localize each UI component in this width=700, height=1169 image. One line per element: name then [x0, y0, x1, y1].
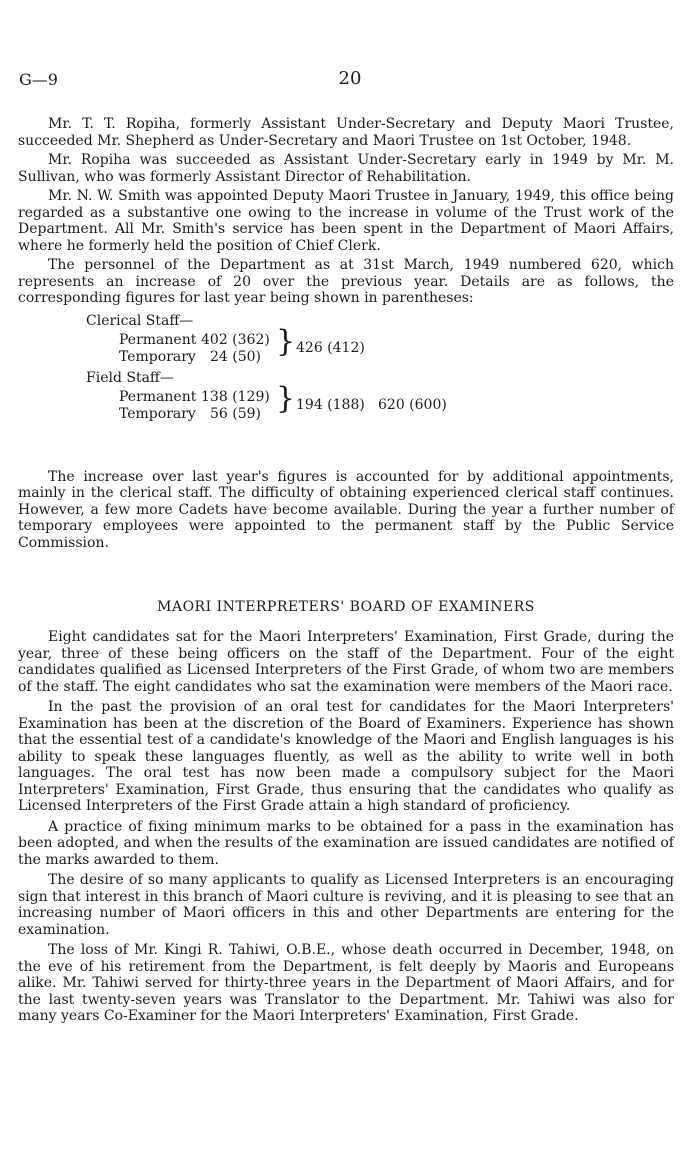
paragraph-sullivan: Mr. Ropiha was succeeded as Assistant Under-Secretary early in 1949 by Mr. M. Sullivan, who was formerly Assistant Director of Rehabilitation.: [18, 152, 674, 185]
field-temporary-label: Temporary: [119, 405, 196, 422]
page-reference: G—9: [19, 70, 58, 89]
field-brace: }: [276, 380, 296, 416]
paragraph-oral-test: In the past the provision of an oral test for candidates for the Maori Interpreters' Examination has been at the discretion of the Board of Examiners. Experience has shown that the essential test of a candidate's knowledge of the Maori and English languages is his ability to speak these languages fluently, as well as the ability to write well in both languages. The oral test has now been made a compulsory subject for the Maori Interpreters' Examination, First Grade, thus ensuring that the candidates who qualify as Licensed Interpreters of the First Grade attain a high standard of proficiency.: [18, 699, 674, 814]
clerical-temporary-label: Temporary: [119, 348, 196, 365]
field-permanent-value: 138 (129): [201, 388, 270, 405]
clerical-brace: }: [276, 323, 296, 359]
paragraph-candidates: Eight candidates sat for the Maori Interpreters' Examination, First Grade, during the year, three of these being officers on the staff of the Department. Four of the eight candidates qualified as Licensed Interpreters of the First Grade, of whom two are members of the staff. The eight candidates who sat the examination were members of the Maori race.: [18, 629, 674, 695]
paragraph-personnel: The personnel of the Department as at 31st March, 1949 numbered 620, which represents an increase of 20 over the previous year. Details are as follows, the corresponding figures for last year being shown in parentheses:: [18, 257, 674, 306]
paragraph-increase: The increase over last year's figures is accounted for by additional appointments, mainly in the clerical staff. The difficulty of obtaining experienced clerical staff continues. However, a few more Cadets have become available. During the year a further number of temporary employees were appointed to the permanent staff by the Public Service Commission.: [18, 468, 674, 551]
clerical-staff-heading: Clerical Staff—: [86, 312, 194, 329]
page-body: [18, 116, 674, 1029]
grand-total: 620 (600): [378, 396, 447, 413]
field-permanent-label: Permanent: [119, 388, 197, 405]
field-temporary-value: 56 (59): [210, 405, 262, 422]
section-title: MAORI INTERPRETERS' BOARD OF EXAMINERS: [157, 599, 535, 615]
paragraph-smith: Mr. N. W. Smith was appointed Deputy Maori Trustee in January, 1949, this office being regarded as a substantive one owing to the increase in volume of the Trust work of the Department. All Mr. Smith's service has been spent in the Department of Maori Affairs, where he formerly held the position of Chief Clerk.: [18, 188, 674, 254]
staff-table: [18, 313, 674, 465]
paragraph-tahiwi: The loss of Mr. Kingi R. Tahiwi, O.B.E., whose death occurred in December, 1948, on the eve of his retirement from the Department, is felt deeply by Maoris and Europeans alike. Mr. Tahiwi served for thirty-three years in the Department of Maori Affairs, and for the last twenty-seven years was Translator to the Department. Mr. Tahiwi was also for many years Co-Examiner for the Maori Interpreters' Examination, First Grade.: [18, 942, 674, 1024]
clerical-temporary-value: 24 (50): [210, 348, 262, 365]
clerical-permanent-label: Permanent: [119, 331, 197, 348]
clerical-permanent-value: 402 (362): [201, 331, 270, 348]
field-total: 194 (188): [296, 396, 365, 413]
field-staff-heading: Field Staff—: [86, 369, 174, 386]
paragraph-ropiha: Mr. T. T. Ropiha, formerly Assistant Under-Secretary and Deputy Maori Trustee, succeeded Mr. Shepherd as Under-Secretary and Maori Trustee on 1st October, 1948.: [18, 116, 674, 149]
clerical-total: 426 (412): [296, 339, 365, 356]
page-number: 20: [338, 68, 362, 89]
paragraph-interest: The desire of so many applicants to qualify as Licensed Interpreters is an encouraging sign that interest in this branch of Maori culture is reviving, and it is pleasing to see that an increasing number of Maori officers in this and other Departments are entering for the examination.: [18, 872, 674, 938]
paragraph-minimum-marks: A practice of fixing minimum marks to be obtained for a pass in the examination has been adopted, and when the results of the examination are issued candidates are notified of the marks awarded to them.: [18, 818, 674, 868]
